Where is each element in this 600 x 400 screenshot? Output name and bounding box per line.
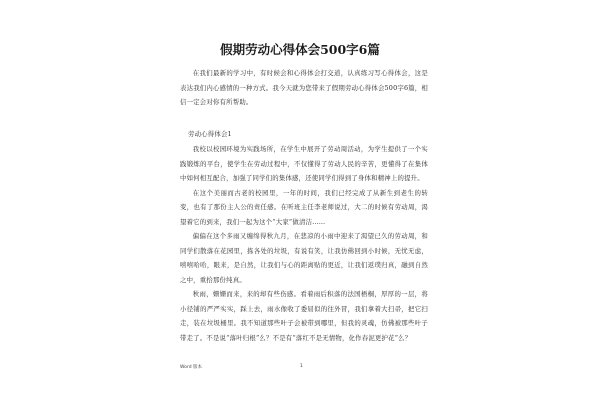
intro-paragraph: 在我们最新的学习中，有时候会和心得体会打交道，认真练习写心得体会，这是表达我们内心感情的一种方式。我今天就为您带来了假期劳动心得体会500字6篇，相信一定会对你有所帮助。 <box>180 69 428 106</box>
body-paragraph-4: 秋雨，姗姗而来，来的却有些伤感。看着雨后积落的法国梧桐，厚厚的一层，将小径铺的严严实实，踩上去，雨水像收了委屈似的往外冒，我们拿着大扫帚，把它扫走，装在垃圾桶里。我不知道那些叶子会被带到哪里，但我的灵魂，仿佛被那些叶子带走了。不是说“落叶归根”么？不是有“落红不是无情物，化作春泥更护花”么？ <box>180 290 428 342</box>
body-paragraph-1: 我校以校园环境为实践场所，在学生中展开了劳动周活动，为学生提供了一个实践锻炼的平台，使学生在劳动过程中，不仅懂得了劳动人民的辛苦，更懂得了在集体中如何相互配合，加强了同学们的集体感，还使同学们得到了身体和精神上的提升。 <box>180 145 428 182</box>
body-paragraph-2: 在这个美丽而古老的校园里，一年的时间，我们已经完成了从新生到老生的转变，也有了那份主人公的责任感。在听班主任李老师说过，大二的时候有劳动周，渴望着它的到来，我们一起为这个“大家”做清洁…… <box>180 188 428 226</box>
section-heading: 劳动心得体会1 <box>188 129 232 138</box>
body-paragraph-3: 偏偏在这个多雨又缠绵得秋九月，在悲凉的小雨中迎来了渴望已久的劳动周，和同学们散落在花园里，拣各处的垃圾，有说有笑，让我仿佛回到小时候，无忧无虑，嘻嘻哈哈，眼来，是自然，让我们与心的距离贴的更近，让我们返璞归真，融到自然之中，重拾那份纯真。 <box>180 232 428 284</box>
footer-page-number: 1 <box>300 364 303 369</box>
document-body <box>180 66 428 345</box>
footer-app-label: Word 版本 <box>180 365 202 370</box>
document-title: 假期劳动心得体会500字6篇 <box>220 42 380 57</box>
